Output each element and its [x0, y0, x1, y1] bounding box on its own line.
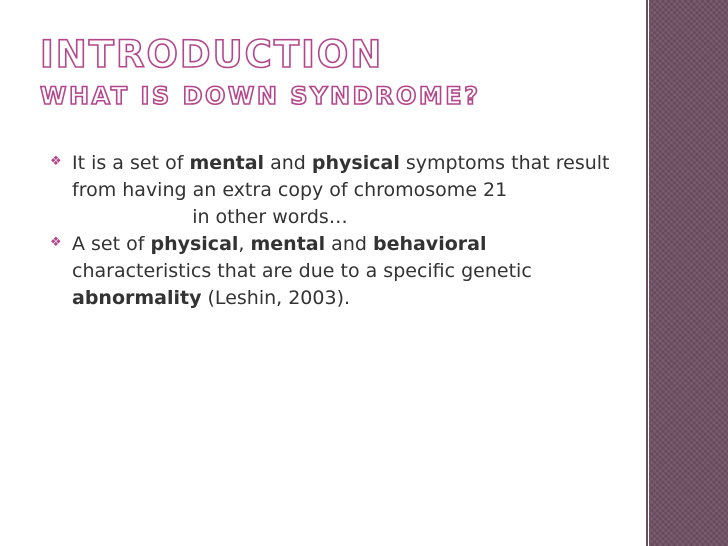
bullet-text: A set of — [72, 233, 151, 255]
bold-term: mental — [189, 152, 265, 174]
bullet-text: and — [325, 233, 373, 255]
transition-text: in other words… — [192, 206, 348, 228]
bullet-text: symptoms that result from having an extra copy of chromosome 21 — [72, 152, 610, 201]
bullet-text: characteristics that are due to a specific genetic — [72, 260, 532, 282]
diamond-bullet-icon: ❖ — [50, 154, 62, 169]
bullet-text: , — [238, 233, 251, 255]
bold-term: abnormality — [72, 287, 202, 309]
decorative-sidebar — [649, 0, 728, 546]
bullet-text: (Leshin, 2003). — [201, 287, 351, 309]
bold-term: physical — [150, 233, 239, 255]
diamond-bullet-icon: ❖ — [50, 235, 62, 250]
sidebar-divider — [646, 0, 648, 546]
bullet-text: and — [264, 152, 312, 174]
bullet-item — [50, 231, 610, 312]
bullet-text: It is a set of — [72, 152, 190, 174]
title-main: INTRODUCTION — [40, 33, 384, 76]
bold-term: behavioral — [372, 233, 487, 255]
bold-term: physical — [311, 152, 400, 174]
slide-body — [50, 150, 610, 312]
bold-term: mental — [250, 233, 326, 255]
title-subtitle: WHAT IS DOWN SYNDROME? — [40, 82, 481, 110]
bullet-item — [50, 150, 610, 204]
slide-title — [40, 33, 481, 110]
